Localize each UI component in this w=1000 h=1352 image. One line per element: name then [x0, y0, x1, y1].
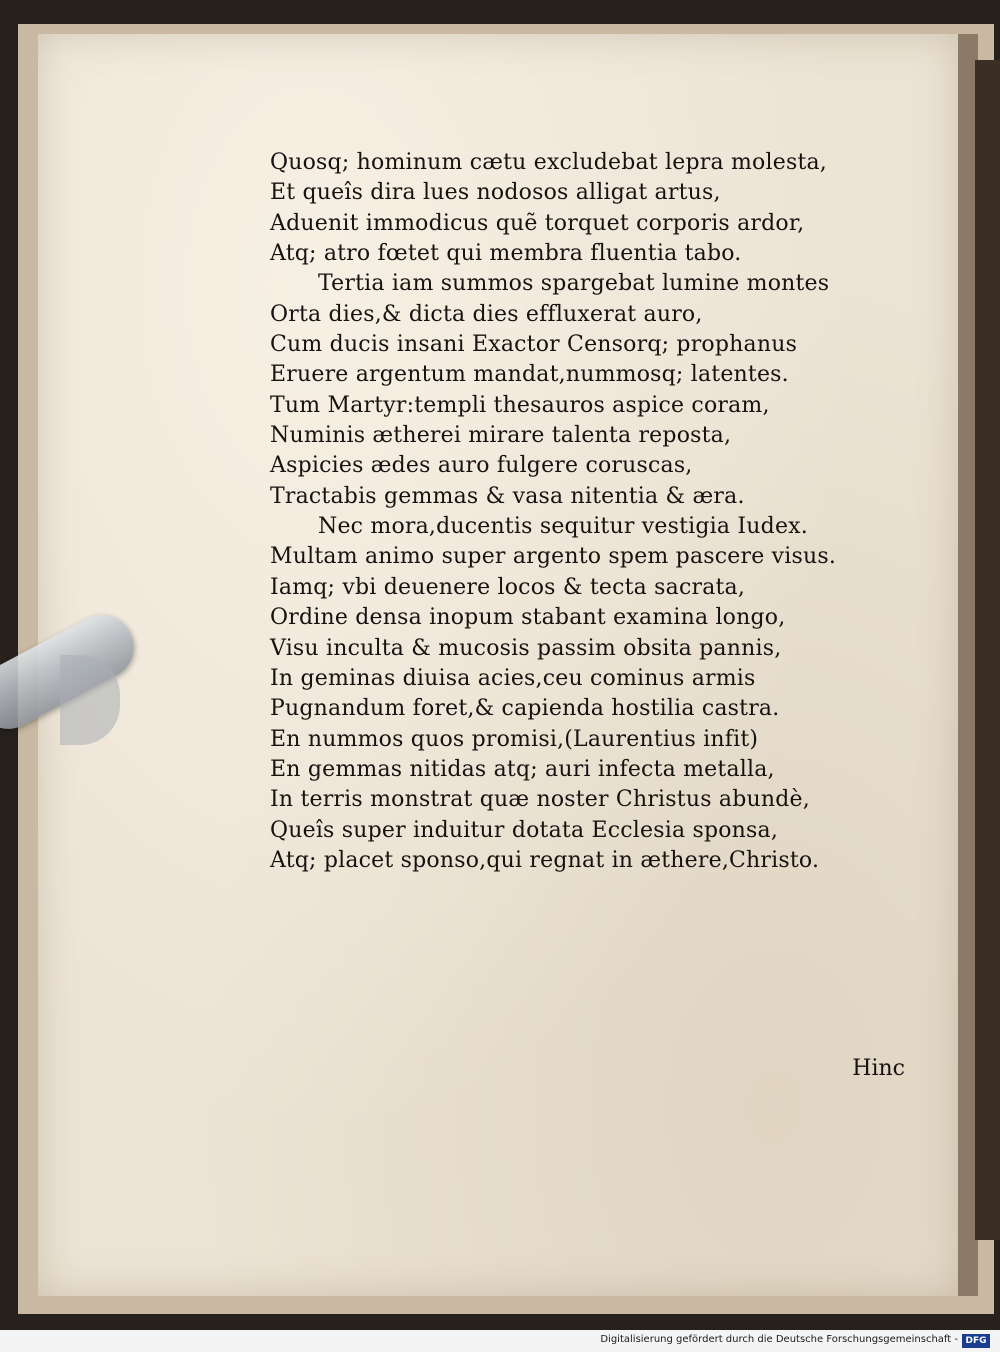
binding-edge [975, 60, 1000, 1240]
verse-line: Atq; atro fœtet qui membra fluentia tabo. [270, 241, 742, 267]
verse-line: Cum ducis insani Exactor Censorq; prophanus [270, 332, 798, 358]
verse-line: Orta dies,& dicta dies effluxerat auro, [270, 301, 703, 327]
catchword: Hinc [852, 1056, 905, 1081]
verse-line: Et queîs dira lues nodosos alligat artus, [270, 180, 721, 206]
verse-line: Visu inculta & mucosis passim obsita pannis, [270, 635, 782, 661]
verse-line: Pugnandum foret,& capienda hostilia castra. [270, 696, 780, 722]
verse-list [270, 148, 836, 876]
verse-line: Aduenit immodicus quẽ torquet corporis ardor, [270, 210, 805, 236]
verse-line: Nec mora,ducentis sequitur vestigia Iudex. [318, 514, 808, 540]
verse-line: Iamq; vbi deuenere locos & tecta sacrata, [270, 574, 746, 600]
verse-line: Tum Martyr:templi thesauros aspice coram, [270, 392, 770, 418]
verse-line: Quosq; hominum cætu excludebat lepra molesta, [270, 150, 827, 175]
verse-line: En gemmas nitidas atq; auri infecta metalla, [270, 756, 775, 782]
footer-credit: Digitalisierung gefördert durch die Deutsche Forschungsgemeinschaft - [600, 1334, 958, 1345]
verse-line: En nummos quos promisi,(Laurentius infit) [270, 726, 759, 752]
verse-line: Ordine densa inopum stabant examina longo, [270, 605, 786, 631]
dfg-logo-icon: DFG [962, 1334, 990, 1348]
verse-line: In geminas diuisa acies,ceu cominus armis [270, 665, 756, 691]
verse-line: Eruere argentum mandat,nummosq; latentes. [270, 362, 789, 388]
verse-line: Numinis ætherei mirare talenta reposta, [270, 423, 732, 449]
verse-line: Atq; placet sponso,qui regnat in æthere,Christo. [270, 847, 820, 873]
verse-line: Tertia iam summos spargebat lumine montes [318, 271, 830, 297]
verse-line: Tractabis gemmas & vasa nitentia & æra. [270, 483, 745, 509]
verse-line: Queîs super induitur dotata Ecclesia sponsa, [270, 817, 779, 843]
verse-line: In terris monstrat quæ noster Christus abundè, [270, 787, 810, 813]
show-through-text [820, 190, 950, 1090]
verse-line: Aspicies ædes auro fulgere coruscas, [270, 453, 693, 479]
verse-line: Multam animo super argento spem pascere visus. [270, 544, 837, 570]
